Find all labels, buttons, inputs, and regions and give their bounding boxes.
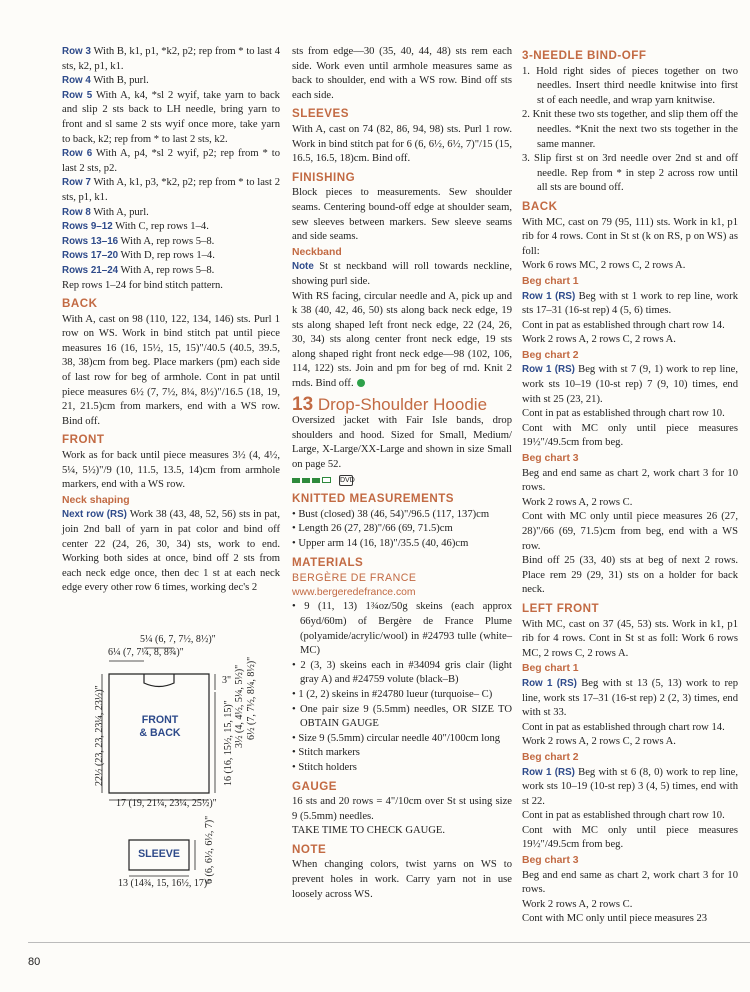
paragraph: Cont with MC only until piece measures 23 [522, 913, 708, 925]
paragraph: Oversized jacket with Fair Isle bands, drop shoulders and hood. Sized for Small, Medium/ Large, X-Large/XX-Large and shown in size Small on page 52. [292, 415, 512, 471]
column-left [62, 45, 280, 596]
row-text: With A, rep rows 5–8. [118, 264, 215, 276]
paragraph: Cont with MC only until piece measures 19½"/49.5cm from beg. [522, 824, 738, 851]
numbered-step: 2. Knit these two sts together, and slip them off the needles. *Knit the next two sts together in the same manner. [522, 109, 738, 150]
paragraph: With A, cast on 98 (110, 122, 134, 146) sts. Purl 1 row on WS. Work in bind stitch pat until piece measures 16 (16, 15½, 15, 15)"/40.5 (40.5, 39.5, 38, 38)cm from beg. Place markers (pm) each side of last row for beg of armhole. Cont in pat until piece measures 6½ (7, 7½, 8¼, 8½)"/16.5 (18, 19, 21, 21.5)cm from markers, end with a WS row. Bind off. [62, 313, 280, 427]
paragraph: TAKE TIME TO CHECK GAUGE. [292, 825, 446, 837]
paragraph: Beg and end same as chart 2, work chart 3 for 10 rows. [522, 869, 738, 896]
total-length-label: 22½ (23, 23, 23¼, 23½)" [94, 685, 105, 786]
row-label: Row 4 [62, 75, 91, 87]
row-label: Row 1 (RS) [522, 766, 575, 778]
bullet-item: • One pair size 9 (5.5mm) needles, OR SIZE TO OBTAIN GAUGE [292, 703, 512, 730]
paragraph: Cont in pat as established through chart row 14. [522, 319, 725, 331]
instruction-row [292, 260, 512, 289]
subsection-heading: Beg chart 3 [522, 453, 579, 465]
instruction-row [62, 74, 280, 89]
section-heading: KNITTED MEASUREMENTS [292, 492, 455, 506]
row-label: Rows 21–24 [62, 264, 119, 276]
section-heading: NOTE [292, 842, 327, 856]
instruction-row [62, 89, 280, 147]
row-text: With C, rep rows 1–4. [112, 221, 209, 233]
skill-level-icon [292, 475, 353, 486]
subsection-heading: Beg chart 1 [522, 275, 579, 287]
instruction-row [62, 176, 280, 205]
row-text: With A, purl. [90, 206, 149, 218]
row-label: Rows 13–16 [62, 235, 119, 247]
bullet-item: • Stitch holders [292, 761, 357, 773]
section-heading: GAUGE [292, 779, 338, 793]
row-text: With A, k4, *sl 2 wyif, take yarn to back and slip 2 sts back to LH needle, bring yarn to front and sl same 2 sts wyif once more, take yarn to back, k2; rep from * to last 2 sts, k2. [62, 89, 280, 145]
row-label: Rows 17–20 [62, 250, 119, 262]
brand-url: www.bergeredefrance.com [292, 586, 416, 598]
section-heading: LEFT FRONT [522, 601, 600, 615]
dvd-icon: DVD [340, 476, 355, 484]
row-text: St st neckband will roll towards neckline, showing purl side. [292, 261, 512, 287]
section-heading: 3-NEEDLE BIND-OFF [522, 49, 647, 62]
paragraph: With MC, cast on 37 (45, 53) sts. Work in k1, p1 rib for 4 rows. Cont in St st as foll: Work 6 rows MC, 2 rows C, 2 rows A. [522, 618, 738, 659]
sleeve-width-label: 13 (14¾, 15, 16½, 17)" [118, 878, 212, 889]
subsection-heading: Neck shaping [62, 494, 130, 506]
row-text: With D, rep rows 1–4. [118, 250, 215, 262]
row-text: Beg with st 6 (8, 0) work to rep line, work sts 10–19 (10-st rep) 3 (4, 5) times, end with st 22. [522, 766, 738, 807]
instruction-row [62, 45, 280, 74]
subsection-heading: Beg chart 1 [522, 663, 579, 675]
instruction-row [522, 363, 738, 407]
shoulder-width-label: 6¼ (7, 7¼, 8, 8¾)" [108, 647, 184, 658]
neck-depth-label: 3" [222, 675, 232, 686]
skill-bar [312, 478, 320, 483]
front-armhole-label: 3½ (4, 4½, 5¼, 5½)" [234, 664, 245, 748]
pattern-number: 13 [292, 393, 314, 415]
bullet-item: • Length 26 (27, 28)"/66 (69, 71.5)cm [292, 523, 453, 535]
instruction-row [62, 235, 280, 250]
paragraph: Work 2 rows A, 2 rows C, 2 rows A. [522, 736, 676, 748]
paragraph: Bind off 25 (33, 40) sts at beg of next 2 rows. Place rem 29 (29, 31) sts on a holder for back neck. [522, 555, 738, 596]
row-label: Row 8 [62, 206, 91, 218]
paragraph: Work 2 rows A, 2 rows C. [522, 898, 633, 910]
pattern-title [292, 393, 512, 415]
sleeve-label: SLEEVE [138, 848, 180, 860]
top-width-label: 5¼ (6, 7, 7½, 8½)" [140, 634, 216, 645]
section-heading: BACK [62, 297, 98, 311]
column-right [522, 45, 738, 927]
page-number: 80 [28, 956, 41, 968]
row-text: Beg with st 1 work to rep line, work sts 17–31 (16-st rep) 4 (5, 6) times. [522, 290, 738, 317]
armhole-depth-label: 6½ (7, 7½, 8¼, 8½)" [246, 656, 257, 740]
row-text: With A, k1, p3, *k2, p2; rep from * to last 2 sts, p1, k1. [62, 177, 280, 203]
instruction-row [62, 206, 280, 221]
paragraph: sts from edge—30 (35, 40, 44, 48) sts rem each side. Work even until armhole measures same as back to shoulder, end with a WS row. Bind off sts each side. [292, 46, 512, 101]
paragraph: With MC, cast on 79 (95, 111) sts. Work in k1, p1 rib for 4 rows. Cont in St st (k on RS, p on WS) as foll: [522, 216, 738, 257]
row-text: With A, rep rows 5–8. [118, 235, 215, 247]
end-dot-icon [357, 379, 365, 387]
paragraph: Block pieces to measurements. Sew shoulder seams. Centering bound-off edge at shoulder seam, sew sleeves between markers. Sew sleeve seams and side seams. [292, 187, 512, 243]
paragraph: Work 2 rows A, 2 rows C. [522, 496, 633, 508]
numbered-step: 3. Slip first st on 3rd needle over 2nd st and off needle. Rep from * in step 2 across row until all sts are bound off. [522, 153, 738, 194]
column-middle [292, 45, 512, 902]
bullet-item: • Size 9 (5.5mm) circular needle 40"/100cm long [292, 732, 501, 744]
row-label: Row 3 [62, 46, 91, 57]
row-label: Row 1 (RS) [522, 677, 577, 689]
paragraph: Cont with MC only until piece measures 26 (27, 28)"/66 (69, 71.5)cm from beg, end with a WS row. [522, 511, 738, 552]
row-text: Beg with st 7 (9, 1) work to rep line, work sts 10–19 (10-st rep) 7 (9, 10) times, end with st 25 (23, 21). [522, 364, 738, 405]
instruction-row [62, 508, 280, 596]
instruction-row [522, 766, 738, 810]
paragraph [292, 290, 512, 392]
paragraph: With A, cast on 74 (82, 86, 94, 98) sts. Purl 1 row. Work in bind stitch pat for 6 (6, 6½, 6½, 7)"/15 (15, 16.5, 16.5, 18)cm. Bind off. [292, 123, 512, 165]
row-label: Row 5 [62, 89, 93, 101]
bullet-item: • Stitch markers [292, 747, 360, 759]
schematic-diagram [62, 628, 292, 898]
bullet-item: • Upper arm 14 (16, 18)"/35.5 (40, 46)cm [292, 538, 469, 549]
paragraph: Work as for back until piece measures 3½ (4, 4½, 5¼, 5½)"/9 (10, 11.5, 13.5, 14)cm from armhole markers, end with a WS row. [62, 450, 280, 491]
section-heading: BACK [522, 199, 558, 213]
numbered-step: 1. Hold right sides of pieces together on two needles. Insert third needle knitwise into first st of each needle, and wrap yarn knitwise. [522, 65, 738, 106]
row-label: Row 6 [62, 148, 93, 160]
row-label: Rows 9–12 [62, 221, 113, 233]
subsection-heading: Beg chart 3 [522, 855, 579, 867]
row-label: Row 1 (RS) [522, 364, 575, 376]
instruction-row [62, 249, 280, 264]
paragraph: Cont in pat as established through chart row 10. [522, 810, 725, 822]
row-label: Row 1 (RS) [522, 290, 576, 302]
section-heading: SLEEVES [292, 107, 349, 121]
row-label: Note [292, 261, 314, 273]
paragraph: When changing colors, twist yarns on WS to prevent holes in work. Carry yarn not in use loosely across WS. [292, 859, 512, 900]
section-heading: MATERIALS [292, 555, 364, 569]
front-back-label: FRONT & BACK [139, 714, 181, 739]
bottom-width-label: 17 (19, 21¼, 23¼, 25½)" [116, 798, 217, 809]
paragraph: Beg and end same as chart 2, work chart 3 for 10 rows. [522, 467, 738, 494]
paragraph: Cont in pat as established through chart row 10. [522, 408, 725, 420]
row-label: Row 7 [62, 177, 91, 189]
footer-rule [28, 942, 750, 943]
paragraph-text: With RS facing, circular needle and A, pick up and k 38 (40, 42, 46, 50) sts along back neck edge, 19 sts along shaped left front neck edge, 22 (24, 26, 30, 34) sts along center front neck edge, 19 sts along shaped right front neck edge—98 (102, 106, 114, 122) sts. Join and pm for beg of rnd. Knit 2 rnds. Bind off. [292, 290, 512, 390]
instruction-row [62, 147, 280, 176]
bullet-item: • 1 (2, 2) skeins in #24780 lueur (turquoise– C) [292, 688, 493, 700]
subsection-heading: Beg chart 2 [522, 751, 579, 763]
body-length-label: 16 (16, 15½, 15, 15)" [223, 700, 234, 786]
subsection-heading: Neckband [292, 246, 342, 258]
paragraph: Cont in pat as established through chart row 14. [522, 721, 725, 733]
paragraph: Cont with MC only until piece measures 19½"/49.5cm from beg. [522, 422, 738, 449]
skill-bar [322, 477, 331, 483]
section-heading: FRONT [62, 433, 105, 447]
paragraph: 16 sts and 20 rows = 4"/10cm over St st using size 9 (5.5mm) needles. [292, 796, 512, 822]
skill-bar [302, 478, 310, 483]
bullet-item: • 2 (3, 3) skeins each in #34094 gris clair (light gray A) and #24759 volute (black–B) [292, 659, 512, 686]
brand-name: BERGÈRE DE FRANCE [292, 572, 417, 585]
skill-bar [292, 478, 300, 483]
row-text: Beg with st 13 (5, 13) work to rep line, work sts 17–31 (16-st rep) 2 (2, 3) times, end with st 33. [522, 677, 738, 719]
paragraph: Work 6 rows MC, 2 rows C, 2 rows A. [522, 260, 686, 272]
pattern-title-text: Drop-Shoulder Hoodie [313, 394, 488, 414]
bullet-item: • Bust (closed) 38 (46, 54)"/96.5 (117, 137)cm [292, 508, 490, 520]
row-text: With A, p4, *sl 2 wyif, p2; rep from * to last 2 sts, p2. [62, 148, 280, 174]
instruction-row [522, 677, 738, 721]
subsection-heading: Beg chart 2 [522, 349, 579, 361]
section-heading: FINISHING [292, 170, 356, 184]
instruction-row [62, 220, 280, 235]
sleeve-length-label: 6 (6, 6½, 6½, 7)" [204, 815, 215, 884]
row-text: Work 38 (43, 48, 52, 56) sts in pat, join 2nd ball of yarn in pat color and bind off center 22 (24, 26, 30, 34) sts, work to end. Working both sides at once, bind off 2 sts from each neck edge once, then dec 1 st at each neck edge every other row 6 times, working dec's 2 [62, 509, 281, 594]
paragraph: Work 2 rows A, 2 rows C, 2 rows A. [522, 334, 676, 346]
row-text: With B, k1, p1, *k2, p2; rep from * to last 4 sts, k2, p1, k1. [62, 46, 280, 72]
row-text: With B, purl. [90, 75, 149, 87]
paragraph: Rep rows 1–24 for bind stitch pattern. [62, 279, 223, 291]
instruction-row [522, 290, 738, 319]
bullet-item: • 9 (11, 13) 1¾oz/50g skeins (each approx 66yd/60m) of Bergère de France Plume (polyamide/acrylic/wool) in #24793 tulle (white–MC) [292, 601, 512, 657]
instruction-row [62, 264, 280, 279]
row-label: Next row (RS) [62, 509, 127, 521]
